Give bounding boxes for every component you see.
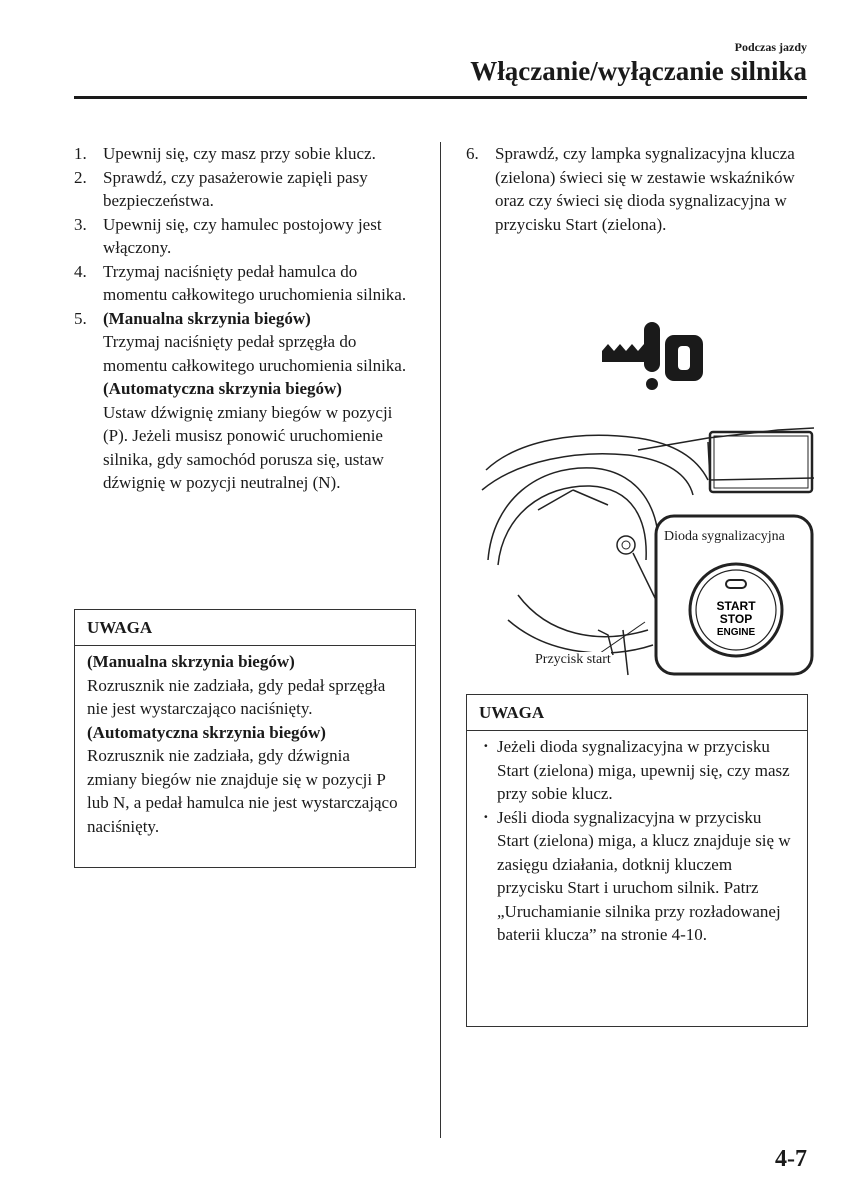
note-manual-text: Rozrusznik nie zadziała, gdy pedał sprzęgła nie jest wystarczająco naciśnięty. <box>87 675 386 718</box>
step-item <box>74 142 419 166</box>
key-warning-icon <box>600 320 705 394</box>
note-title: UWAGA <box>467 695 807 731</box>
note-automatic-heading: (Automatyczna skrzynia biegów) <box>87 722 326 742</box>
steps-list-left <box>74 142 419 495</box>
header-rule <box>74 96 807 99</box>
manual-gearbox-heading: (Manualna skrzynia biegów) <box>103 308 311 328</box>
step-text: Sprawdź, czy lampka sygnalizacyjna klucza (zielona) świeci się w zestawie wskaźników oraz czy świeci się dioda sygnalizacyjna w przycisku Start (zielona). <box>495 144 795 234</box>
note-bullet: · Jeżeli dioda sygnalizacyjna w przycisku Start (zielona) miga, upewnij się, czy masz przy sobie klucz. <box>479 735 795 806</box>
step-text: Sprawdź, czy pasażerowie zapięli pasy bezpieczeństwa. <box>103 167 368 210</box>
step-text: Upewnij się, czy hamulec postojowy jest włączony. <box>103 214 382 257</box>
step-item <box>74 166 419 213</box>
page-number: 4-7 <box>775 1146 807 1172</box>
step-number: 2. <box>74 167 87 187</box>
step-text: Trzymaj naciśnięty pedał hamulca do momentu całkowitego uruchomienia silnika. <box>103 261 407 304</box>
page-title: Włączanie/wyłączanie silnika <box>470 56 807 86</box>
dashboard-illustration <box>478 420 814 678</box>
automatic-gearbox-text: Ustaw dźwignię zmiany biegów w pozycji (P). Jeżeli musisz ponowić uruchomienie silnika, gdy samochód porusza się, ustaw dźwignię w pozycji neutralnej (N). <box>103 402 393 492</box>
step-number: 6. <box>466 144 479 163</box>
step-number: 1. <box>74 144 87 163</box>
note-box-left <box>74 609 416 868</box>
step-text: Upewnij się, czy masz przy sobie klucz. <box>103 144 376 163</box>
note-box-right <box>466 694 808 1027</box>
column-divider <box>440 142 441 1138</box>
note-bullet: · Jeśli dioda sygnalizacyjna w przycisku Start (zielona) miga, a klucz znajduje się w zasięgu działania, dotknij kluczem przycisku Start i uruchom silnik. Patrz „Uruchamianie silnika przy rozładowanej baterii klucza” na stronie 4-10. <box>479 806 795 947</box>
label-start-button: Przycisk start <box>535 652 611 667</box>
note-title: UWAGA <box>75 610 415 646</box>
step-number: 4. <box>74 261 87 281</box>
button-text-start: START <box>716 599 756 613</box>
button-text-engine: ENGINE <box>716 627 756 638</box>
manual-gearbox-text: Trzymaj naciśnięty pedał sprzęgła do momentu całkowitego uruchomienia silnika. <box>103 332 407 375</box>
steps-list-right <box>466 142 806 236</box>
step-item <box>74 260 419 307</box>
step-item <box>74 213 419 260</box>
step-item <box>466 142 806 236</box>
button-text-stop: STOP <box>719 612 753 626</box>
step-number: 3. <box>74 214 87 234</box>
step-item <box>74 307 419 495</box>
note-bullet-list <box>479 735 795 947</box>
section-title: Podczas jazdy <box>734 40 807 54</box>
automatic-gearbox-heading: (Automatyczna skrzynia biegów) <box>103 379 342 398</box>
note-automatic-text: Rozrusznik nie zadziała, gdy dźwignia zmiany biegów nie znajduje się w pozycji P lub N, a pedał hamulca nie jest wystarczająco naciśnięty. <box>87 746 398 836</box>
label-diode: Dioda sygnalizacyjna <box>664 529 785 544</box>
note-manual-heading: (Manualna skrzynia biegów) <box>87 652 295 671</box>
step-number: 5. <box>74 308 87 328</box>
